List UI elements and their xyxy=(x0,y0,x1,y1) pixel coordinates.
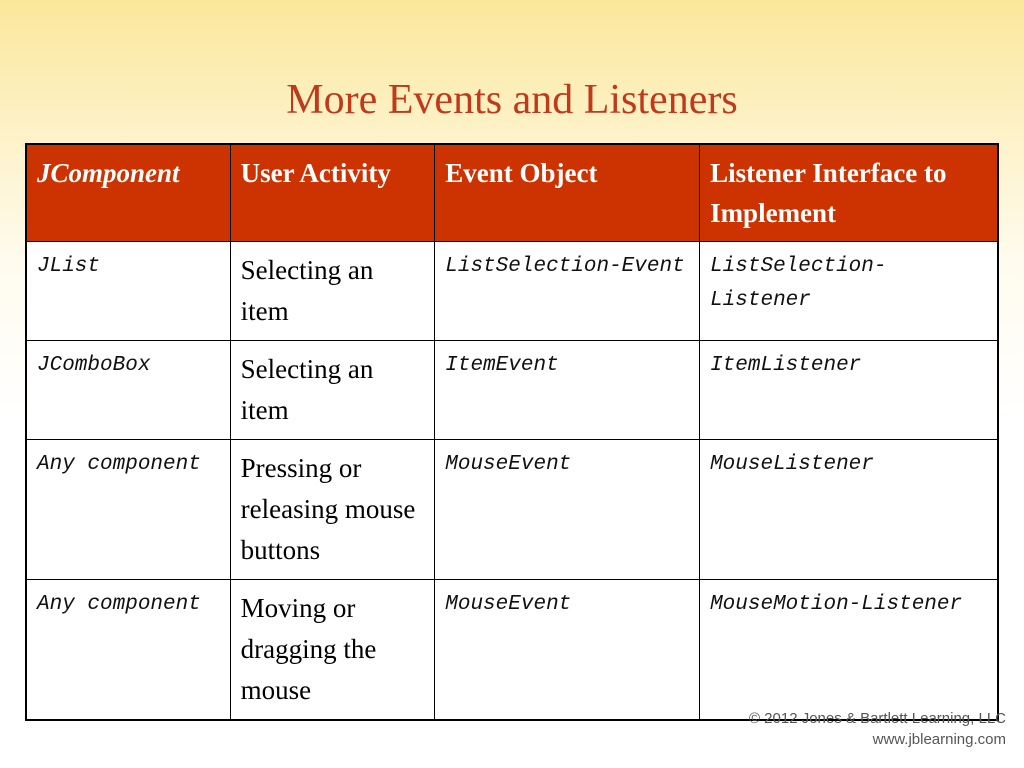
header-jcomponent: JComponent xyxy=(26,144,230,242)
header-listener-interface: Listener Interface to Implement xyxy=(700,144,998,242)
cell-listener-interface: MouseMotion-Listener xyxy=(700,580,998,721)
table-row xyxy=(26,242,998,341)
cell-user-activity: Selecting an item xyxy=(230,242,435,341)
cell-component: Any component xyxy=(26,580,230,721)
cell-component: JList xyxy=(26,242,230,341)
cell-component: Any component xyxy=(26,440,230,580)
cell-listener-interface: MouseListener xyxy=(700,440,998,580)
table-row xyxy=(26,440,998,580)
table-body xyxy=(26,242,998,721)
cell-listener-interface: ListSelection-Listener xyxy=(700,242,998,341)
publisher-url: www.jblearning.com xyxy=(872,731,1006,748)
table-header xyxy=(26,144,998,242)
cell-listener-interface: ItemListener xyxy=(700,341,998,440)
cell-user-activity: Selecting an item xyxy=(230,341,435,440)
cell-component: JComboBox xyxy=(26,341,230,440)
header-event-object: Event Object xyxy=(435,144,700,242)
cell-user-activity: Moving or dragging the mouse xyxy=(230,580,435,721)
table-row xyxy=(26,580,998,721)
cell-user-activity: Pressing or releasing mouse buttons xyxy=(230,440,435,580)
copyright-notice xyxy=(749,708,1006,750)
slide-title: More Events and Listeners xyxy=(286,77,738,123)
header-row xyxy=(26,144,998,242)
copyright-text: © 2012 Jones & Bartlett Learning, LLC xyxy=(748,710,1006,727)
cell-event-object: MouseEvent xyxy=(435,440,700,580)
header-user-activity: User Activity xyxy=(230,144,435,242)
cell-event-object: ItemEvent xyxy=(435,341,700,440)
events-table xyxy=(25,143,999,721)
cell-event-object: ListSelection-Event xyxy=(435,242,700,341)
cell-event-object: MouseEvent xyxy=(435,580,700,721)
table-row xyxy=(26,341,998,440)
